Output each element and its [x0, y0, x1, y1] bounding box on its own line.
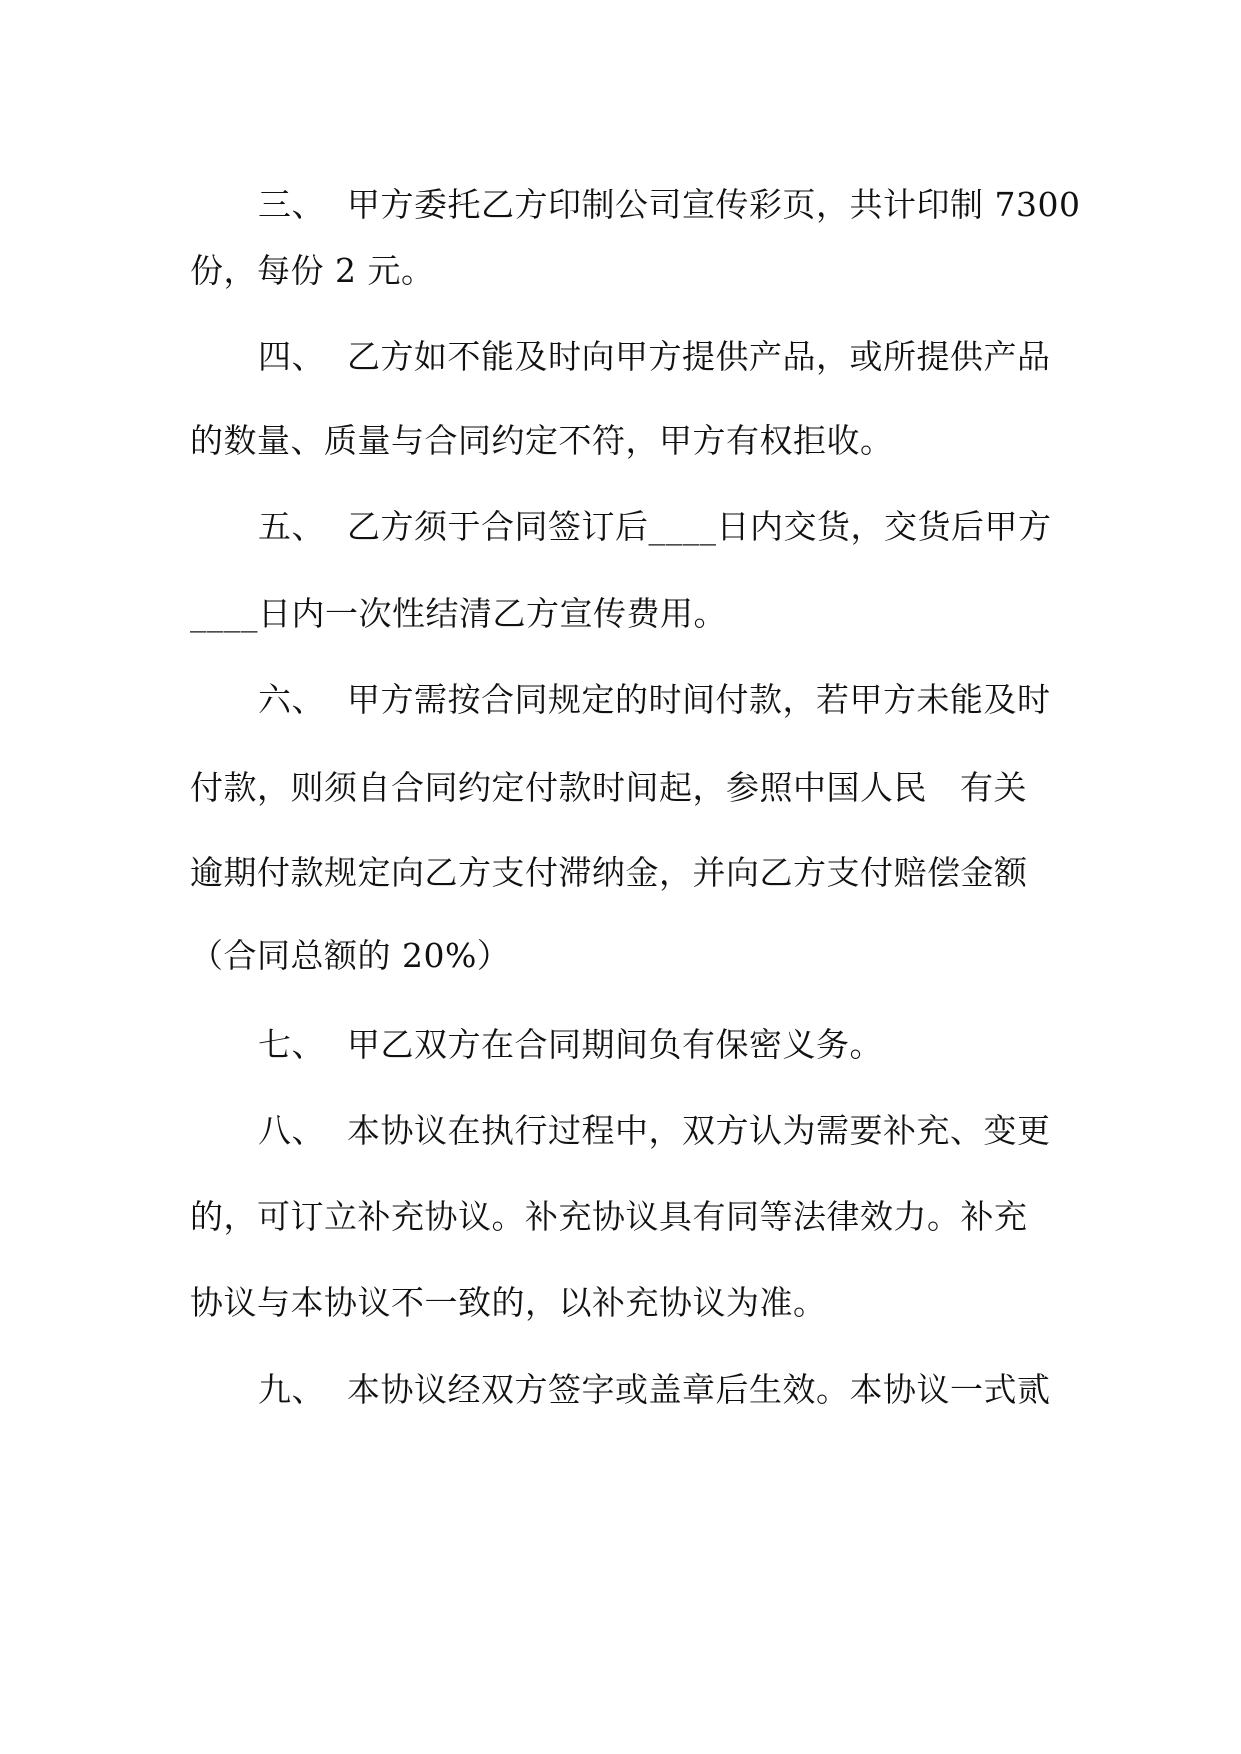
clause-7-line-1: 七、 甲乙双方在合同期间负有保密义务。 — [258, 1025, 883, 1064]
clause-4-line-1: 四、 乙方如不能及时向甲方提供产品，或所提供产品 — [258, 337, 1051, 376]
clause-3-line-2: 份，每份 2 元。 — [190, 251, 435, 290]
clause-6-line-2: 付款，则须自合同约定付款时间起，参照中国人民 有关 — [190, 768, 1027, 807]
clause-8-line-3: 协议与本协议不一致的，以补充协议为准。 — [190, 1283, 827, 1322]
clause-8-line-1: 八、 本协议在执行过程中，双方认为需要补充、变更 — [258, 1111, 1051, 1150]
clause-9-line-1: 九、 本协议经双方签字或盖章后生效。本协议一式贰 — [258, 1370, 1051, 1409]
clause-6-line-4: （合同总额的 20%） — [190, 936, 511, 975]
clause-6-line-3: 逾期付款规定向乙方支付滞纳金，并向乙方支付赔偿金额 — [190, 853, 1028, 892]
clause-4-line-2: 的数量、质量与合同约定不符，甲方有权拒收。 — [190, 421, 894, 460]
clause-5-line-1: 五、 乙方须于合同签订后____日内交货，交货后甲方 — [258, 507, 1052, 546]
clause-6-line-1: 六、 甲方需按合同规定的时间付款，若甲方未能及时 — [258, 680, 1051, 719]
clause-8-line-2: 的，可订立补充协议。补充协议具有同等法律效力。补充 — [190, 1197, 1028, 1236]
clause-3-line-1: 三、 甲方委托乙方印制公司宣传彩页，共计印制 7300 — [258, 185, 1081, 224]
clause-5-line-2: ____日内一次性结清乙方宣传费用。 — [190, 594, 727, 633]
